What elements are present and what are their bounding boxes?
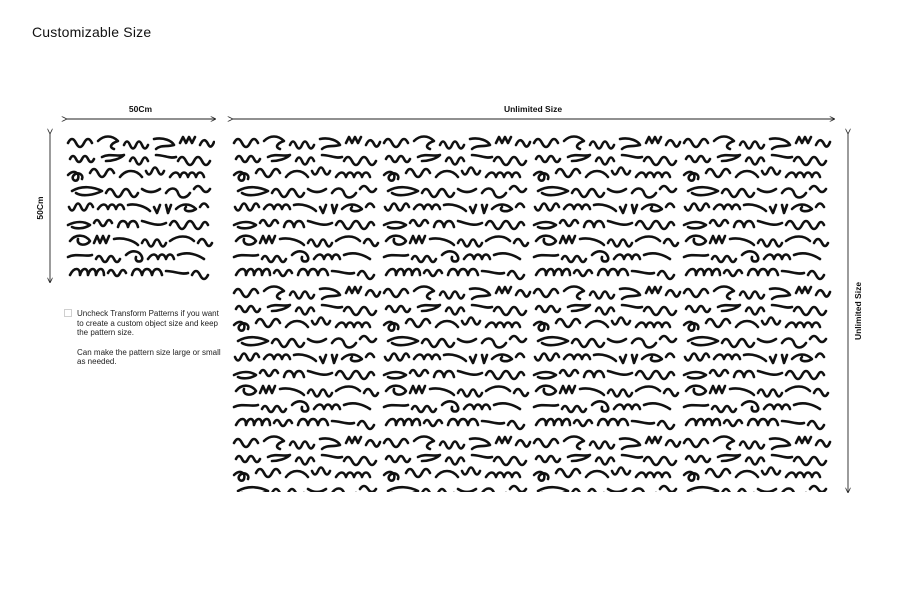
note-detail: Can make the pattern size large or small as needed. bbox=[77, 347, 221, 367]
large-width-label: Unlimited Size bbox=[503, 104, 563, 114]
pattern-note bbox=[77, 309, 227, 377]
checkbox-label: Uncheck Transform Patterns if you want to create a custom object size and keep the pattern size. bbox=[77, 309, 219, 338]
scribble-pattern-icon bbox=[232, 133, 834, 492]
small-height-label: 50Cm bbox=[35, 196, 45, 220]
small-width-label: 50Cm bbox=[128, 104, 153, 114]
transform-patterns-checkbox[interactable] bbox=[64, 309, 72, 317]
large-pattern-swatch bbox=[232, 133, 834, 492]
scribble-pattern-icon bbox=[66, 133, 215, 282]
large-height-label: Unlimited Size bbox=[853, 281, 863, 341]
page-title: Customizable Size bbox=[32, 24, 152, 40]
small-pattern-swatch bbox=[66, 133, 215, 282]
